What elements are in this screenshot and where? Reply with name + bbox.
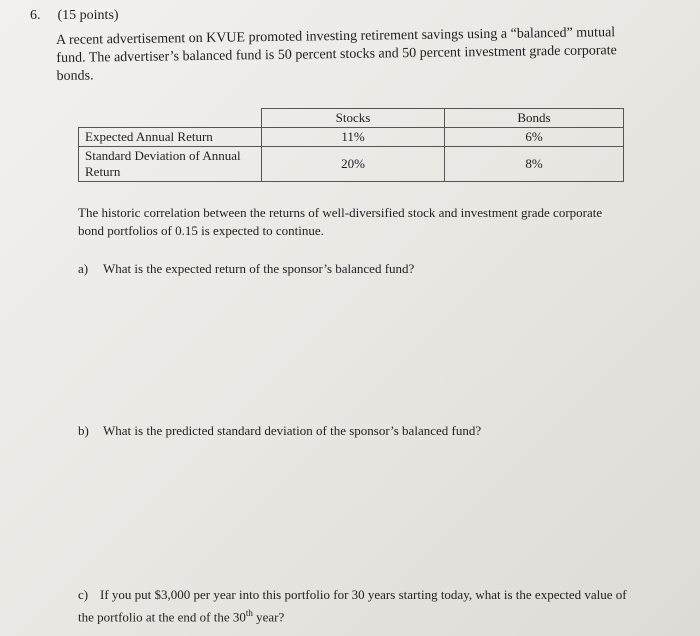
table-header-stocks: Stocks [262, 109, 445, 128]
table-row [79, 147, 624, 182]
row-label-std-dev: Standard Deviation of Annual Return [79, 147, 262, 182]
table-header-row [79, 109, 624, 128]
question-points: (15 points) [57, 8, 119, 23]
question-header [30, 8, 119, 24]
part-c [78, 586, 638, 626]
part-b-text: What is the predicted standard deviation of the sponsor’s balanced fund? [103, 423, 482, 438]
cell-stocks-std-dev: 20% [262, 147, 445, 182]
part-c-text: If you put $3,000 per year into this portfolio for 30 years starting today, what is the expected value of the portfolio at the end of the 30 [78, 587, 627, 625]
table-row [79, 128, 624, 147]
part-a [78, 260, 638, 278]
part-c-text-end: year? [252, 609, 285, 625]
cell-stocks-return: 11% [262, 128, 445, 147]
question-number: 6. [30, 8, 41, 23]
fund-data-table [78, 108, 624, 182]
part-c-superscript: th [245, 608, 253, 618]
table-corner-cell [79, 109, 262, 128]
cell-bonds-return: 6% [445, 128, 624, 147]
part-a-text: What is the expected return of the sponsor’s balanced fund? [103, 261, 415, 276]
question-intro: A recent advertisement on KVUE promoted investing retirement savings using a “balanced” mutual fund. The advertiser’s balanced fund is 50 percent stocks and 50 percent investment grade corporate bonds. [56, 25, 617, 84]
table-header-bonds: Bonds [445, 109, 624, 128]
part-b [78, 422, 638, 440]
part-c-label: c) [78, 587, 89, 602]
part-a-label: a) [78, 261, 89, 276]
row-label-expected-return: Expected Annual Return [79, 128, 262, 147]
correlation-paragraph: The historic correlation between the returns of well-diversified stock and investment grade corporate bond portfolios of 0.15 is expected to continue. [78, 205, 603, 238]
part-b-label: b) [78, 423, 89, 438]
cell-bonds-std-dev: 8% [445, 147, 624, 182]
